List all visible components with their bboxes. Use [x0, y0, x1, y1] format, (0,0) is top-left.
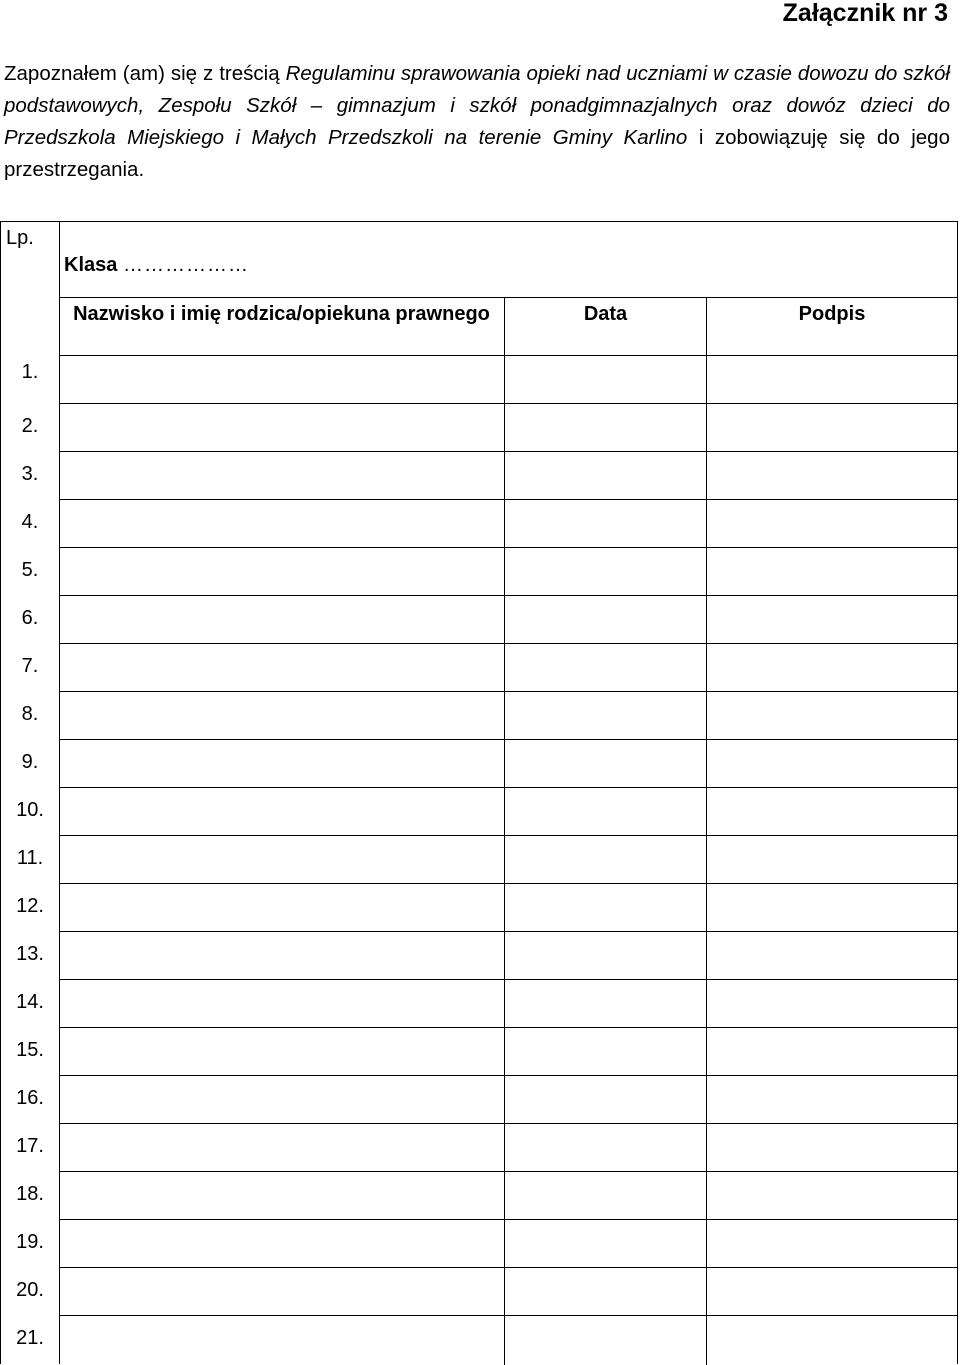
column-divider	[706, 298, 707, 1365]
column-divider	[504, 298, 505, 1365]
row-line	[59, 1219, 957, 1220]
row-line	[59, 355, 957, 356]
row-number: 19.	[16, 1231, 44, 1253]
row-number: 3.	[21, 463, 39, 485]
row-number: 9.	[21, 751, 39, 773]
row-number: 1.	[21, 361, 39, 383]
row-number: 5.	[21, 559, 39, 581]
row-line	[59, 595, 957, 596]
date-column-header: Data	[583, 303, 628, 325]
row-number: 11.	[16, 847, 44, 869]
row-line	[59, 787, 957, 788]
row-line	[59, 1171, 957, 1172]
lp-column	[1, 222, 60, 1364]
row-number: 15.	[16, 1039, 44, 1061]
intro-text-end: i zobowiązuję się do jego przestrzegania.	[4, 126, 950, 181]
row-number: 6.	[21, 607, 39, 629]
row-number: 10.	[16, 799, 44, 821]
row-line	[59, 547, 957, 548]
row-line	[59, 1315, 957, 1316]
row-line	[59, 883, 957, 884]
class-fill-line[interactable]: ………………	[122, 254, 249, 276]
row-line	[59, 691, 957, 692]
row-line	[59, 1123, 957, 1124]
row-line	[59, 739, 957, 740]
signature-column-header: Podpis	[798, 303, 866, 325]
row-line	[59, 931, 957, 932]
row-number: 8.	[21, 703, 39, 725]
row-line	[59, 1267, 957, 1268]
row-number: 13.	[16, 943, 44, 965]
row-number: 14.	[16, 991, 44, 1013]
intro-text-start: Zapoznałem (am) się z treścią	[4, 62, 286, 85]
name-column-header: Nazwisko i imię rodzica/opiekuna prawnego	[73, 303, 490, 325]
row-line	[59, 1027, 957, 1028]
row-line	[59, 1075, 957, 1076]
entry-grid	[59, 297, 957, 1365]
row-line	[59, 451, 957, 452]
row-number: 17.	[16, 1135, 44, 1157]
intro-statement	[4, 58, 950, 186]
annex-title: Załącznik nr 3	[782, 0, 948, 27]
row-line	[59, 979, 957, 980]
row-number: 12.	[16, 895, 44, 917]
row-line	[59, 835, 957, 836]
row-number: 16.	[16, 1087, 44, 1109]
signature-table	[0, 221, 958, 1364]
row-number: 18.	[16, 1183, 44, 1205]
row-number: 21.	[16, 1327, 44, 1349]
row-line	[59, 643, 957, 644]
class-field	[64, 253, 249, 277]
regulation-title: Regulaminu sprawowania opieki nad uczniami w czasie dowozu do szkół podstawowych, Zespołu Szkół – gimnazjum i szkół ponadgimnazjalnych oraz dowóz dzieci do Przedszkola Miejskiego i Małych Przedszkoli na terenie Gminy Karlino	[4, 62, 950, 149]
row-number: 2.	[21, 415, 39, 437]
class-label: Klasa	[64, 254, 118, 276]
row-number: 4.	[21, 511, 39, 533]
row-number: 20.	[16, 1279, 44, 1301]
lp-header: Lp.	[6, 227, 34, 249]
row-line	[59, 499, 957, 500]
row-number: 7.	[21, 655, 39, 677]
row-line	[59, 403, 957, 404]
